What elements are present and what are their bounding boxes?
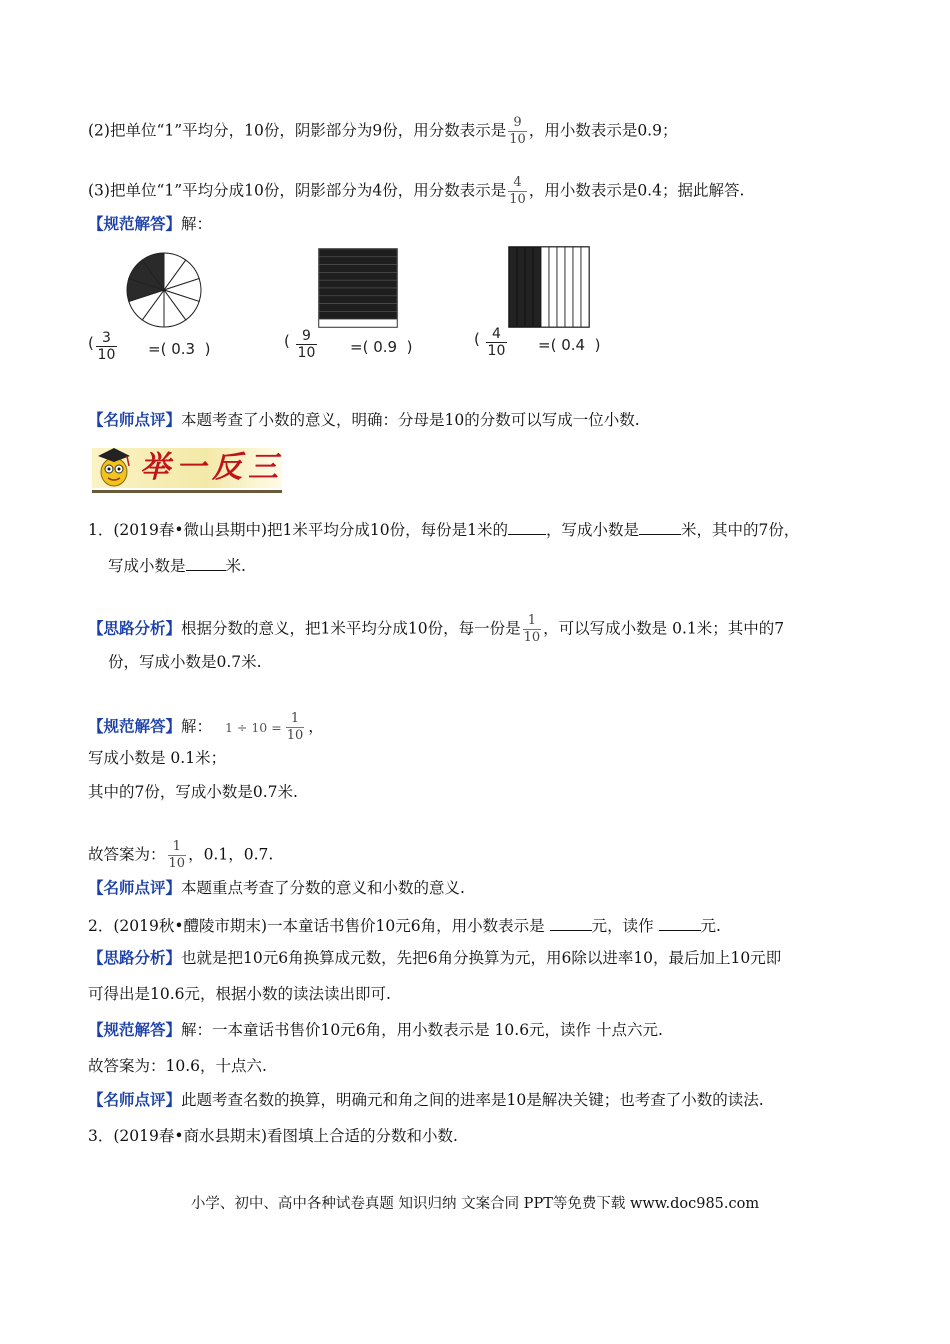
q1-solution-line-2: 写成小数是 0.1米； (88, 749, 227, 767)
division-expression: 1 ÷ 10 = $\frac{1}{10}$ (224, 711, 304, 743)
square-row (319, 272, 397, 280)
square-column (581, 247, 589, 327)
q2-solution-line-1: 【规范解答】解：一本童话书售价10元6角，用小数表示是 10.6元，读作 十点六元. (88, 1020, 663, 1039)
line3-text-b: ，用小数表示是0.4；据此解答. (528, 181, 745, 200)
figure3-decimal: =( 0.4 ) (538, 336, 601, 354)
figure2-fraction: $\frac{9}{10}$ (297, 328, 316, 361)
figure1-fraction: $\frac{3}{10}$ (97, 330, 116, 363)
line2-text-a: (2)把单位“1”平均分，10份，阴影部分为9份，用分数表示是 (88, 121, 507, 140)
line2-text-b: ，用小数表示是0.9； (528, 121, 678, 140)
thinking-analysis-tag: 【思路分析】 (88, 618, 182, 638)
question-1-line-1: 1．(2019春•微山县期中)把1米平均分成10份，每份是1米的 ，写成小数是 米，其中的7份， (88, 516, 799, 540)
figure3-fraction: $\frac{4}{10}$ (487, 326, 506, 359)
square-row (319, 249, 397, 257)
q2-solution-line-2: 故答案为：10.6，十点六. (88, 1057, 267, 1075)
line3-text-a: (3)把单位“1”平均分成10份，阴影部分为4份，用分数表示是 (88, 181, 507, 200)
square-column (517, 247, 525, 327)
q1-solution-line-3: 其中的7份，写成小数是0.7米. (88, 783, 298, 801)
pie-figure (124, 250, 204, 330)
square-row (319, 288, 397, 296)
answer-fraction-1-10: $\frac{1}{10}$ (168, 839, 186, 871)
answer-prefix: 解： (181, 215, 213, 233)
question-3: 3．(2019春•商水县期末)看图填上合适的分数和小数. (88, 1127, 458, 1145)
square-row (319, 280, 397, 288)
banner-text: 举一反三 (140, 450, 284, 485)
square-column (565, 247, 573, 327)
fraction-4-10: $\frac{4}{10}$ (509, 175, 526, 207)
square-column (541, 247, 549, 327)
figure1-label: ( (88, 334, 94, 352)
question-1-line-2: 写成小数是 米. (108, 552, 246, 576)
question-2: 2．(2019秋•醴陵市期末)一本童话书售价10元6角，用小数表示是 元，读作 元. (88, 912, 721, 936)
standard-answer-tag: 【规范解答】 (88, 214, 182, 233)
square-row (319, 304, 397, 312)
q2-analysis-line-1: 【思路分析】也就是把10元6角换算成元数，先把6角分换算为元，用6除以进率10，最后加上10元即 (88, 948, 782, 967)
teacher-comment-1 (88, 408, 640, 432)
square-column (549, 247, 557, 327)
teacher-comment-tag: 【名师点评】 (88, 410, 182, 429)
teacher-comment-text: 本题考查了小数的意义，明确：分母是10的分数可以写成一位小数. (181, 411, 640, 429)
scholar-mascot-icon (94, 442, 134, 492)
square-column (557, 247, 565, 327)
square-row (319, 265, 397, 273)
square-column (509, 247, 517, 327)
figure2-label: ( (284, 332, 290, 350)
square-column (573, 247, 581, 327)
figure2-decimal: =( 0.9 ) (350, 338, 413, 356)
q1-blank-3[interactable] (186, 552, 226, 571)
standard-answer-tag-2: 【规范解答】 (88, 716, 182, 736)
teacher-comment-2: 【名师点评】本题重点考查了分数的意义和小数的意义. (88, 878, 465, 897)
q1-blank-1[interactable] (508, 516, 546, 535)
q2-blank-1[interactable] (550, 912, 592, 931)
fraction-9-10: $\frac{9}{10}$ (509, 115, 526, 147)
explanation-line-3 (88, 175, 745, 207)
q2-analysis-line-2: 可得出是10.6元，根据小数的读法读出即可. (88, 985, 391, 1003)
fraction-1-10: $\frac{1}{10}$ (523, 613, 541, 645)
square-figure-striped (508, 246, 590, 328)
square-row (319, 296, 397, 304)
square-row (319, 257, 397, 265)
figure3-label: ( (474, 330, 480, 348)
figure1-decimal: =( 0.3 ) (148, 340, 211, 358)
square-figure-filled (318, 248, 398, 328)
square-column (533, 247, 541, 327)
square-row (319, 311, 397, 319)
page-footer: 小学、初中、高中各种试卷真题 知识归纳 文案合同 PPT等免费下载 www.doc985.com (190, 1196, 760, 1212)
q1-analysis-line-2: 份，写成小数是0.7米. (108, 653, 262, 671)
q1-final-answer: 故答案为： $\frac{1}{10}$ ，0.1，0.7. (88, 839, 274, 871)
fraction-figures (88, 242, 648, 372)
standard-answer-heading (88, 212, 212, 236)
banner-jyfs (92, 442, 282, 494)
explanation-line-2 (88, 115, 678, 147)
teacher-comment-3: 【名师点评】此题考查名数的换算，明确元和角之间的进率是10是解决关键；也考查了小数的读法. (88, 1090, 764, 1109)
square-row (319, 319, 397, 327)
q1-solution-line-1: 【规范解答】解： 1 ÷ 10 = $\frac{1}{10}$ ， (88, 711, 324, 743)
q2-blank-2[interactable] (659, 912, 701, 931)
square-column (525, 247, 533, 327)
q1-blank-2[interactable] (639, 516, 681, 535)
q1-analysis-line-1: 【思路分析】根据分数的意义，把1米平均分成10份，每一份是 $\frac{1}{10}$ ，可以写成小数是 0.1米；其中的7 (88, 613, 785, 645)
